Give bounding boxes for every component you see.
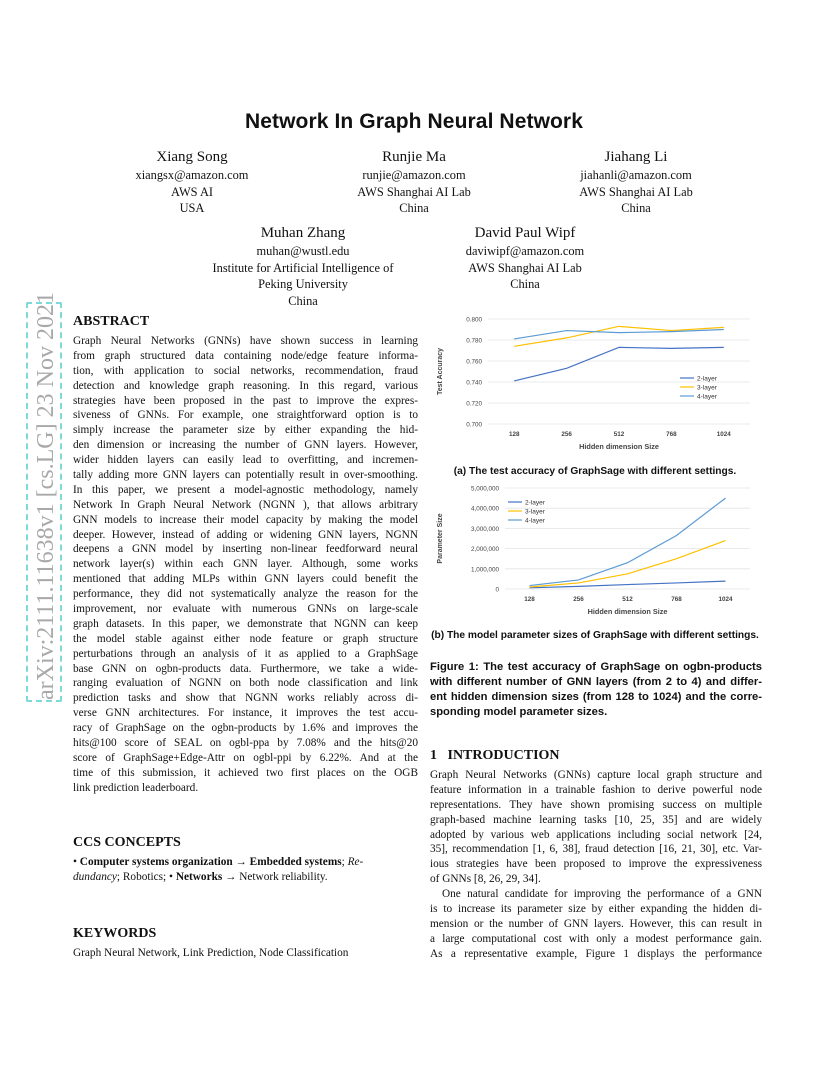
series-line-3-layer [530, 541, 726, 587]
text-line: Graph Neural Networks (GNNs) have shown success in learning [73, 335, 418, 347]
x-axis-label: Hidden dimension Size [579, 442, 659, 451]
series-line-4-layer [514, 330, 724, 339]
text-line: One natural candidate for improving the performance of a GNN [442, 888, 762, 901]
author-block [193, 224, 413, 309]
x-tick-label: 256 [561, 431, 572, 438]
text-line: deepens a GNN model by inserting non-linear feedforward neural [73, 543, 418, 556]
text-line: score of GraphSage+Edge-Attr on ogbl-ppi by 6.22%. And at the [73, 751, 418, 764]
author-affiliation: AWS Shanghai AI Lab [579, 184, 693, 199]
author-affiliation: China [621, 201, 651, 215]
text-line: wider hidden layers can easily lead to overfitting, and incremen- [73, 454, 418, 467]
y-tick-label: 0.780 [466, 337, 482, 345]
y-tick-label: 0.760 [466, 358, 482, 366]
y-tick-label: 1,000,000 [470, 566, 499, 574]
text-line: deeper. However, instead of adding or widening GNN layers, NGNN [73, 528, 418, 541]
author-name: Jiahang Li [604, 149, 668, 165]
ccs-term: Embedded systems [249, 856, 342, 868]
text-line: 35], recommendation [1, 6, 38], fraud detection [16, 21, 30], etc. Var- [430, 843, 762, 856]
text-line: of GNNs [8, 26, 29, 34]. [430, 873, 541, 886]
text-line: simply increase the parameter size by either expanding the hid- [73, 424, 418, 437]
x-tick-label: 768 [671, 596, 682, 603]
text-line: hits@100 score of SEAL on ogbl-ppa by 7.08% and the hits@20 [73, 737, 418, 750]
y-tick-label: 0.700 [466, 421, 482, 429]
text-line: graph datasets. In this paper, we demonstrate that NGNN can keep [73, 617, 418, 630]
author-name: Xiang Song [156, 149, 228, 165]
y-tick-label: 0 [495, 586, 499, 594]
text-line: siveness of GNNs. For example, one straightforward option is to [73, 409, 418, 422]
x-tick-label: 512 [622, 596, 633, 603]
ccs-term: Re- [347, 856, 364, 868]
legend-label: 2-layer [525, 499, 545, 507]
text-line: Network In Graph Neural Network (NGNN ), that allows arbitrary [73, 498, 418, 511]
text-line: ious strategies have been proposed to improve the expressiveness [430, 858, 762, 871]
text-line: base GNN on ogbn-products data. Furthermore, we take a wide- [73, 662, 418, 675]
text-line: sponding model parameter sizes. [430, 706, 608, 718]
text-line: mentioned that adding MLPs within GNN layers could benefit the [73, 573, 418, 586]
author-email: daviwipf@amazon.com [465, 244, 585, 258]
text-line: prediction tasks and show that NGNN works reliably across di- [73, 692, 418, 705]
text-line: network layer(s) within each GNN layer. Although, some works [73, 558, 418, 571]
author-email: muhan@wustl.edu [256, 244, 350, 258]
author-block [435, 224, 615, 293]
author-affiliation: Institute for Artificial Intelligence of [212, 260, 394, 275]
x-tick-label: 128 [508, 431, 520, 438]
text-line: graph-based machine learning tasks [10, 25, 35] and are widely [430, 813, 762, 826]
text-line: Figure 1: The test accuracy of GraphSage on ogbn-products [430, 661, 762, 673]
y-tick-label: 3,000,000 [470, 525, 499, 533]
series-line-2-layer [514, 347, 724, 381]
intro-body [430, 768, 762, 962]
text-line: feature information in a trainable fashion to derive powerful node [430, 783, 762, 796]
test-accuracy-chart [430, 308, 760, 456]
x-tick-label: 512 [613, 431, 625, 438]
text-line: tion, with application to social networks, recommendation, fraud [73, 364, 418, 377]
text-line: adopted by various web applications including social network [24, [430, 828, 762, 841]
series-line-3-layer [514, 326, 724, 346]
x-tick-label: 1024 [716, 431, 731, 438]
x-tick-label: 1024 [718, 596, 733, 603]
text-line: Graph Neural Networks (GNNs) capture local graph structure and [430, 769, 762, 781]
figure-1b-caption: (b) The model parameter sizes of GraphSage with different settings. [431, 630, 759, 641]
text-line: representations. They have shown promising success on multiple [430, 798, 762, 811]
keywords-text: Graph Neural Network, Link Prediction, Node Classification [73, 947, 349, 959]
author-name: David Paul Wipf [474, 225, 576, 241]
text-line: improvement, nor evaluate with numerous GNNs on large-scale [73, 603, 418, 616]
author-block [112, 148, 272, 217]
text-line: link prediction leaderboard. [73, 781, 199, 794]
arrow: → [225, 870, 237, 883]
ccs-term: dundancy [73, 870, 117, 883]
x-tick-label: 256 [573, 596, 584, 603]
section-title: INTRODUCTION [447, 748, 560, 763]
series-line-4-layer [530, 498, 726, 585]
ccs-term: Computer systems organization [79, 856, 233, 868]
ccs-concepts [73, 855, 418, 885]
y-tick-label: 2,000,000 [470, 546, 499, 554]
text-line: time of this submission, it achieved two first places on the OGB [73, 766, 418, 779]
legend-label: 3-layer [697, 384, 717, 392]
section-number: 1 [430, 748, 437, 763]
text-line: racy of GraphSage on the ogbn-products by 1.6% and improves the [73, 722, 418, 735]
paper-title: Network In Graph Neural Network [244, 110, 583, 133]
author-name: Muhan Zhang [260, 225, 346, 241]
author-name: Runjie Ma [382, 149, 446, 165]
text-line: As a representative example, Figure 1 displays the performance [430, 947, 762, 960]
separator: ; [341, 856, 345, 868]
author-affiliation: China [399, 201, 429, 215]
y-tick-label: 5,000,000 [470, 485, 499, 493]
x-axis-label: Hidden dimension Size [587, 607, 668, 616]
figure-1a-caption: (a) The test accuracy of GraphSage with different settings. [453, 466, 737, 477]
text-line: verse GNN architectures. For instance, it improves the test accu- [73, 707, 418, 720]
keywords-heading: KEYWORDS [73, 926, 157, 941]
text-line: performance, they did not systematically analyze the reason for the [73, 588, 418, 601]
text-line: ranging evaluation of NGNN on both node classification and link [73, 677, 418, 690]
legend-label: 2-layer [697, 375, 717, 383]
abstract-body [73, 334, 418, 796]
legend-label: 4-layer [697, 393, 717, 401]
author-affiliation: AWS Shanghai AI Lab [357, 184, 471, 199]
ccs-term: ; Robotics; [116, 870, 167, 883]
arxiv-stamp: arXiv:2111.11638v1 [cs.LG] 23 Nov 2021 [26, 302, 62, 702]
author-block [334, 148, 494, 217]
author-affiliation: AWS Shanghai AI Lab [468, 260, 582, 275]
text-line: den dimension or increasing the number of GNN layers. However, [73, 439, 418, 452]
author-affiliation: AWS AI [170, 184, 214, 199]
y-tick-label: 0.740 [466, 379, 482, 387]
text-line: strategies have been proposed in the past to improve the expres- [73, 394, 418, 407]
text-line: mension or the number of GNN layers. However, this can result in [430, 917, 762, 930]
y-tick-label: 0.720 [466, 400, 482, 408]
ccs-term: Network reliability. [239, 870, 328, 883]
author-affiliation: China [288, 293, 318, 308]
author-affiliation: USA [179, 201, 205, 215]
figure-1-caption [430, 660, 762, 720]
arrow: → [235, 856, 247, 868]
y-tick-label: 4,000,000 [470, 505, 499, 513]
author-email: jiahanli@amazon.com [580, 168, 692, 182]
text-line: with different number of GNN layers (from 2 to 4) and differ- [430, 676, 762, 688]
text-line: perturbations through an analysis of it as applied to a GraphSage [73, 647, 418, 660]
text-line: GNN models to increase their model capacity by making the model [73, 513, 418, 526]
author-email: runjie@amazon.com [362, 168, 466, 182]
text-line: tally adding more GNN layers can potentially result in over-smoothing. [73, 469, 418, 482]
author-affiliation: China [510, 277, 540, 291]
ccs-term: Networks [175, 870, 223, 883]
x-tick-label: 768 [666, 431, 677, 438]
y-axis-label: Parameter Size [437, 513, 444, 564]
text-line: detection and knowledge graph reasoning. In this regard, various [73, 379, 418, 392]
y-tick-label: 0.800 [466, 316, 482, 324]
legend-label: 4-layer [525, 517, 545, 525]
bullet: • [73, 856, 77, 868]
text-line: In this paper, we present a model-agnostic methodology, namely [73, 483, 418, 496]
x-tick-label: 128 [524, 596, 535, 603]
y-axis-label: Test Accuracy [437, 347, 444, 396]
text-line: is to increase its parameter size by either expanding the hidden di- [430, 903, 762, 916]
intro-heading [430, 748, 560, 764]
author-email: xiangsx@amazon.com [135, 168, 249, 182]
text-line: the model stable against either node feature or graph structure [73, 632, 418, 645]
text-line: ent hidden dimension sizes (from 128 to 1024) and the corre- [430, 691, 762, 703]
text-line: a large computational cost with only a modest performance gain. [430, 932, 762, 945]
bullet: • [169, 870, 173, 883]
abstract-heading: ABSTRACT [73, 314, 150, 329]
legend-label: 3-layer [525, 508, 545, 516]
ccs-heading: CCS CONCEPTS [73, 835, 181, 850]
parameter-size-chart [430, 480, 760, 620]
author-block [556, 148, 716, 217]
text-line: from graph structured data containing node/edge feature informa- [73, 349, 418, 362]
author-affiliation: Peking University [258, 277, 348, 291]
